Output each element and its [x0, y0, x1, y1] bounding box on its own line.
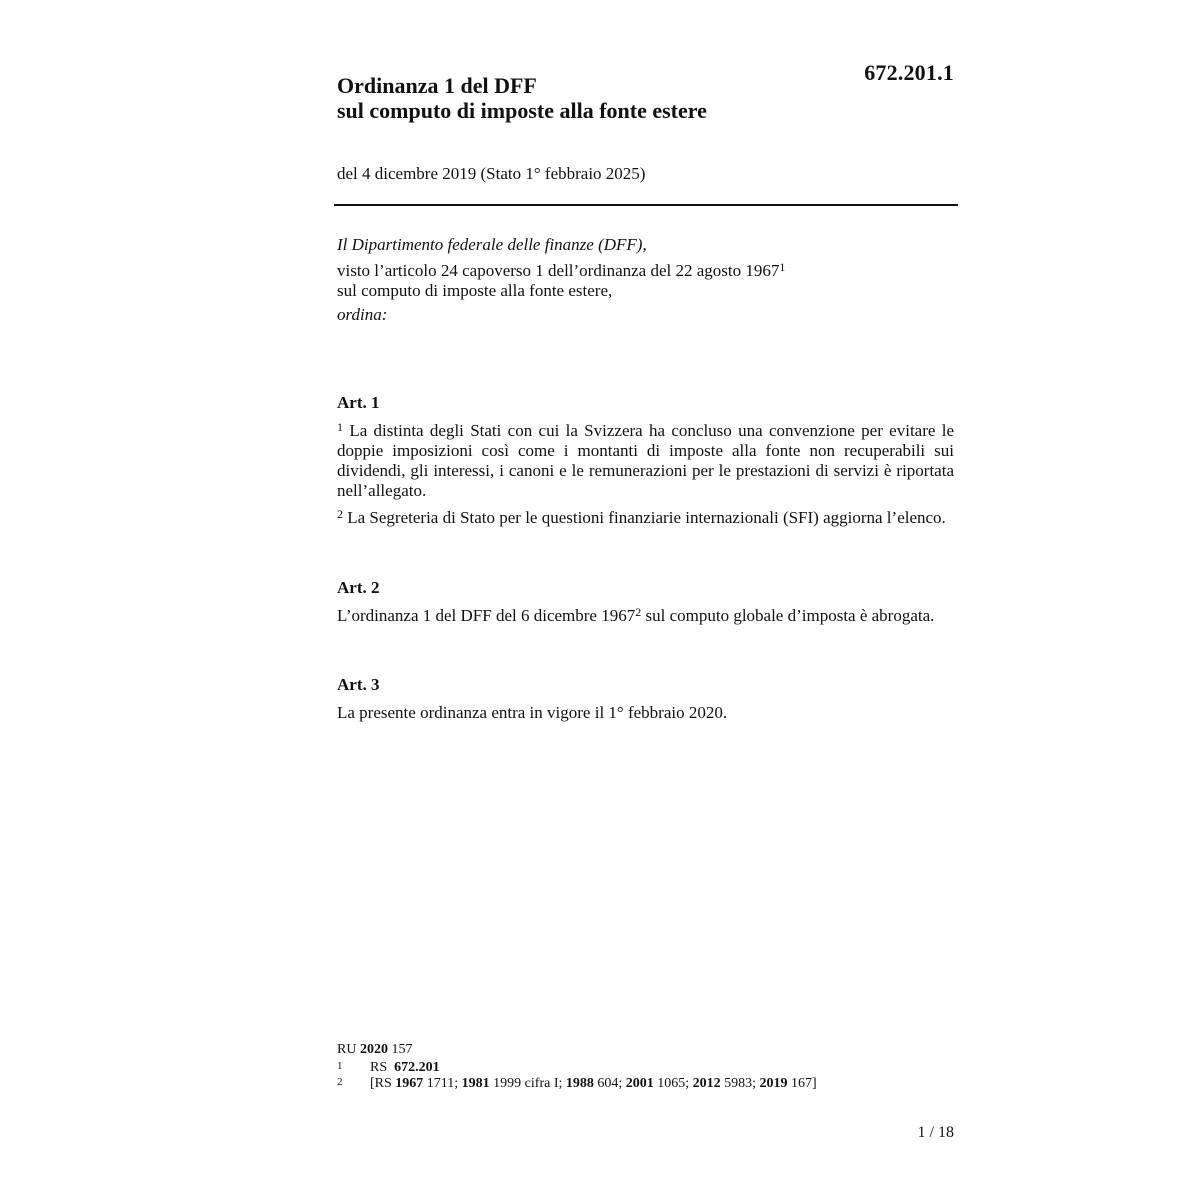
- footnote-2-segment: 604;: [593, 1076, 626, 1091]
- preamble: [337, 235, 957, 325]
- footnote-2-year: 1967: [395, 1076, 424, 1091]
- paragraph-number: 1: [337, 420, 343, 434]
- footnote-1: [337, 1060, 440, 1076]
- footnote-2-segment: 167]: [787, 1076, 817, 1091]
- preamble-line-1-text: visto l’articolo 24 capoverso 1 dell’ordinanza del 22 agosto 1967: [337, 261, 780, 280]
- footnote-2-segment: 1711;: [423, 1076, 462, 1091]
- article-2: [337, 578, 954, 633]
- footnote-1-number: 1: [337, 1060, 343, 1072]
- ru-page: 157: [387, 1042, 413, 1057]
- footnote-2-segment: [RS: [370, 1076, 396, 1091]
- preamble-line-2: sul computo di imposte alla fonte estere,: [337, 281, 613, 300]
- footnote-2-segment: 1065;: [653, 1076, 693, 1091]
- article-1-paragraph-1: [337, 421, 954, 501]
- paragraph-number: 2: [337, 507, 343, 521]
- article-1-paragraph-2: [337, 508, 954, 528]
- article-1-paragraph-2-text: La Segreteria di Stato per le questioni finanziarie internazionali (SFI) aggiorna l’elenco.: [347, 508, 946, 527]
- footnote-1-ref[interactable]: 672.201: [394, 1060, 440, 1075]
- article-3-heading: Art. 3: [337, 675, 380, 694]
- footnote-ref-2[interactable]: 2: [635, 605, 642, 619]
- footnote-2-year: 2012: [692, 1076, 721, 1091]
- footnote-2-text: [370, 1076, 817, 1092]
- article-2-text-before: L’ordinanza 1 del DFF del 6 dicembre 1967: [337, 606, 636, 625]
- footnote-2-number: 2: [337, 1076, 343, 1088]
- article-3-paragraph: La presente ordinanza entra in vigore il 1° febbraio 2020.: [337, 703, 728, 722]
- footnote-ref-1[interactable]: 1: [779, 260, 786, 274]
- article-2-text-after: sul computo globale d’imposta è abrogata.: [641, 606, 935, 625]
- footnote-1-text: [370, 1060, 440, 1076]
- title-line-1: Ordinanza 1 del DFF: [337, 73, 537, 98]
- footnote-2-year: 1988: [565, 1076, 594, 1091]
- ru-reference: [337, 1042, 412, 1058]
- header-rule: [334, 204, 958, 206]
- preamble-line-1: [337, 261, 957, 281]
- footnote-2-year: 1981: [461, 1076, 490, 1091]
- footnote-2-year: 2001: [625, 1076, 654, 1091]
- sr-number: 672.201.1: [864, 60, 954, 85]
- article-2-heading: Art. 2: [337, 578, 380, 597]
- document-title: [337, 73, 707, 123]
- title-line-2: sul computo di imposte alla fonte estere: [337, 98, 707, 123]
- article-1-heading: Art. 1: [337, 393, 380, 412]
- ru-prefix: RU: [337, 1042, 360, 1057]
- date-line: del 4 dicembre 2019 (Stato 1° febbraio 2025): [337, 164, 646, 183]
- ru-year: 2020: [359, 1042, 388, 1057]
- footnote-2-segment: 5983;: [720, 1076, 760, 1091]
- footnote-2: [337, 1076, 817, 1092]
- preamble-authority: Il Dipartimento federale delle finanze (DFF),: [337, 235, 647, 254]
- footnote-2-year: 2019: [759, 1076, 788, 1091]
- footnotes: [337, 1042, 817, 1092]
- article-1-paragraph-1-text: La distinta degli Stati con cui la Svizzera ha concluso una convenzione per evitare le doppie imposizioni così come i montanti di imposte alla fonte non recuperabili sui dividendi, gli interessi, i canoni e le remunerazioni per le prestazioni di servizi è riportata nell’allegato.: [337, 421, 954, 500]
- article-1: [337, 393, 954, 535]
- article-2-paragraph: [337, 606, 954, 626]
- page-number: 1 / 18: [917, 1124, 954, 1141]
- footnote-2-segment: 1999 cifra I;: [489, 1076, 566, 1091]
- article-3: [337, 675, 954, 730]
- preamble-ordina: ordina:: [337, 305, 388, 324]
- footnote-1-prefix: RS: [370, 1060, 395, 1075]
